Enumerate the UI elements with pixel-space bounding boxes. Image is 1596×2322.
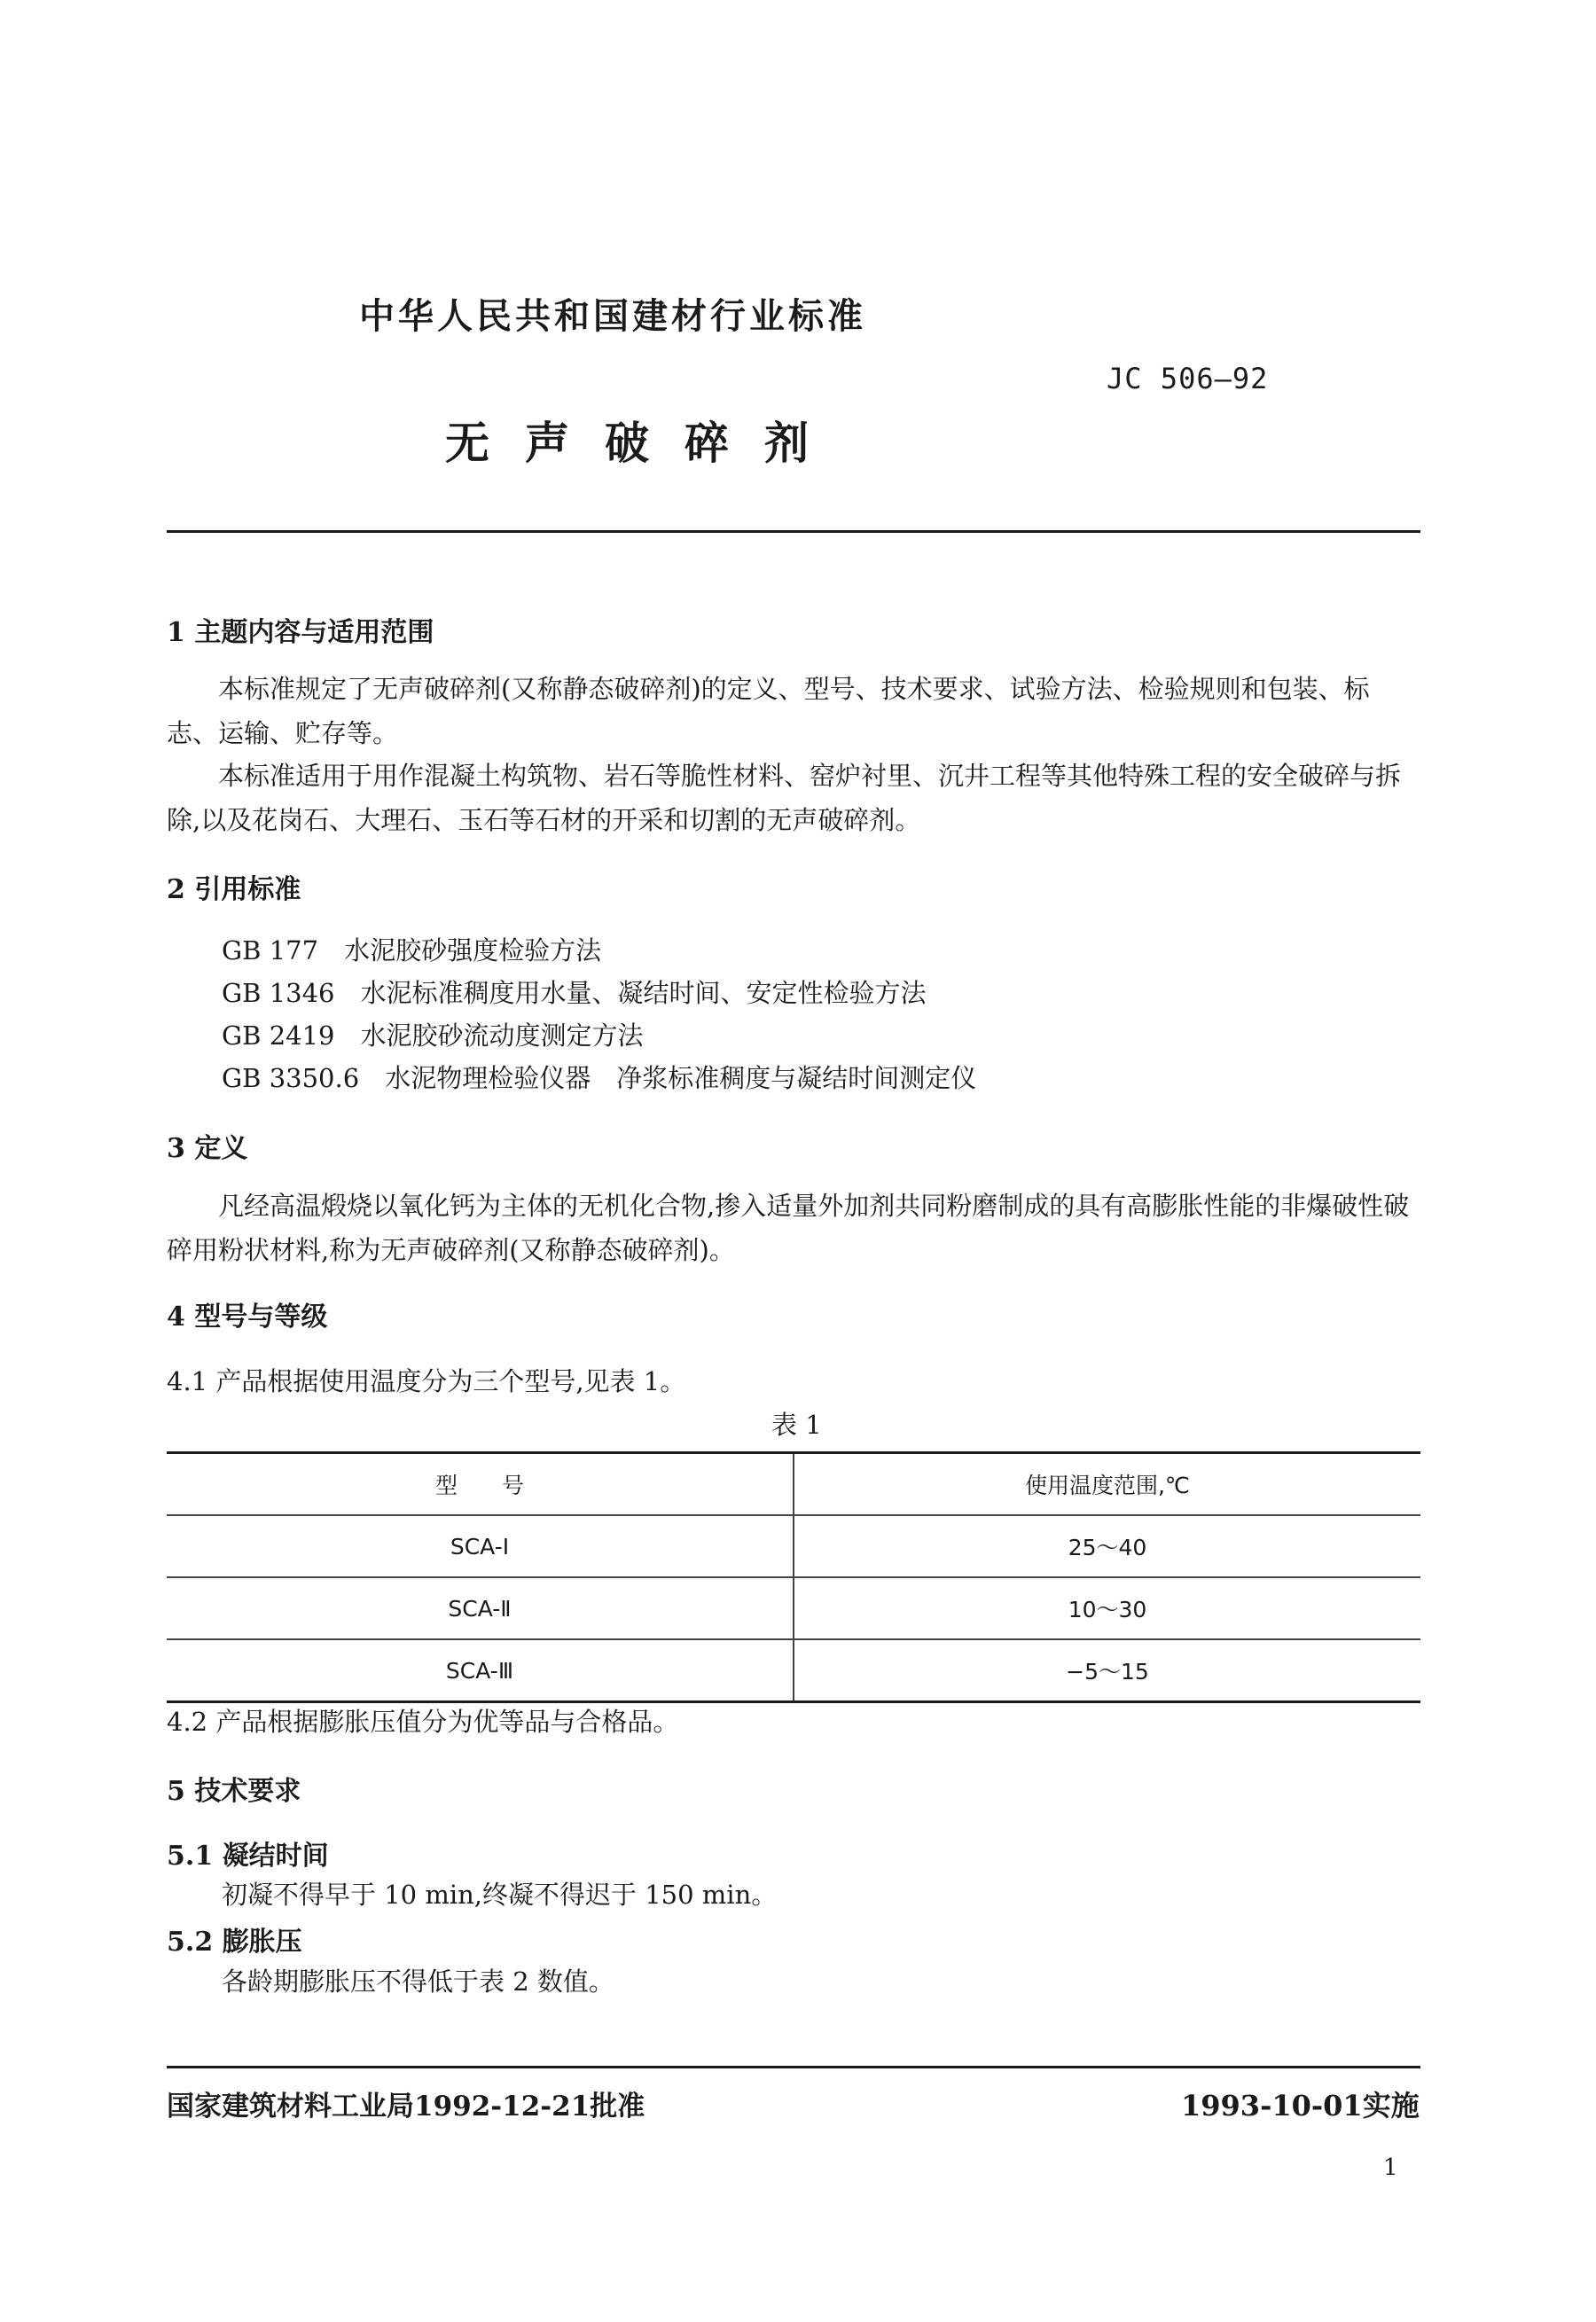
clause-5-1-heading: 5.1 凝结时间 [167, 1841, 329, 1872]
clause-4-2: 4.2 产品根据膨胀压值分为优等品与合格品。 [167, 1707, 679, 1737]
section-5-heading: 5 技术要求 [167, 1776, 301, 1807]
table-cell: SCA-Ⅲ [167, 1640, 794, 1700]
table-cell: 10～30 [1068, 1597, 1147, 1622]
reference-code: GB 3350.6 [222, 1063, 360, 1093]
reference-code: GB 1346 [222, 978, 335, 1008]
reference-title: 水泥胶砂流动度测定方法 [360, 1020, 644, 1051]
table-row [167, 1578, 1420, 1640]
table-cell: 25～40 [1068, 1535, 1147, 1560]
reference-item [222, 931, 601, 967]
section-4-heading: 4 型号与等级 [167, 1302, 328, 1333]
reference-item [222, 1016, 644, 1052]
table-header-cell: 使用温度范围,℃ [1024, 1473, 1191, 1498]
clause-5-2-text: 各龄期膨胀压不得低于表 2 数值。 [222, 1966, 614, 1997]
table-header-row [167, 1454, 1420, 1516]
table-header-cell: 型 号 [167, 1454, 794, 1514]
table-cell: SCA-Ⅰ [167, 1516, 794, 1576]
document-title: 无声破碎剂 [445, 417, 844, 469]
reference-title: 水泥胶砂强度检验方法 [344, 935, 602, 966]
section-1-paragraph-1: 本标准规定了无声破碎剂(又称静态破碎剂)的定义、型号、技术要求、试验方法、检验规则和包装、标志、运输、贮存等。 [167, 674, 1370, 748]
table-1 [167, 1451, 1420, 1703]
section-3-paragraph: 凡经高温煅烧以氧化钙为主体的无机化合物,掺入适量外加剂共同粉磨制成的具有高膨胀性能的非爆破性破碎用粉状材料,称为无声破碎剂(又称静态破碎剂)。 [167, 1191, 1410, 1265]
reference-title: 水泥物理检验仪器 净浆标准稠度与凝结时间测定仪 [385, 1063, 977, 1093]
reference-item [222, 973, 927, 1010]
reference-item [222, 1059, 976, 1095]
header-rule [167, 530, 1420, 533]
issuer-title: 中华人民共和国建材行业标准 [359, 295, 866, 337]
reference-title: 水泥标准稠度用水量、凝结时间、安定性检验方法 [360, 978, 927, 1008]
clause-5-2-heading: 5.2 膨胀压 [167, 1927, 302, 1958]
reference-code: GB 177 [222, 935, 319, 966]
section-1-paragraph-2: 本标准适用于用作混凝土构筑物、岩石等脆性材料、窑炉衬里、沉井工程等其他特殊工程的安全破碎与拆除,以及花岗石、大理石、玉石等石材的开采和切割的无声破碎剂。 [167, 761, 1402, 835]
reference-code: GB 2419 [222, 1020, 335, 1051]
table-row [167, 1516, 1420, 1578]
table-cell: −5～15 [1066, 1659, 1149, 1685]
section-2-heading: 2 引用标准 [167, 874, 301, 905]
table-row [167, 1640, 1420, 1700]
clause-4-1: 4.1 产品根据使用温度分为三个型号,见表 1。 [167, 1366, 686, 1396]
section-1-heading: 1 主题内容与适用范围 [167, 617, 434, 648]
clause-5-1-text: 初凝不得早于 10 min,终凝不得迟于 150 min。 [222, 1880, 778, 1910]
page-number: 1 [1383, 2154, 1398, 2181]
effective-date: 1993-10-01实施 [1181, 2089, 1420, 2123]
section-3-heading: 3 定义 [167, 1133, 248, 1164]
standard-number: JC 506—92 [1107, 362, 1269, 395]
approval-date: 国家建筑材料工业局1992-12-21批准 [167, 2091, 645, 2123]
table-cell: SCA-Ⅱ [167, 1578, 794, 1638]
table-1-caption: 表 1 [771, 1410, 822, 1440]
footer-rule [167, 2066, 1420, 2068]
